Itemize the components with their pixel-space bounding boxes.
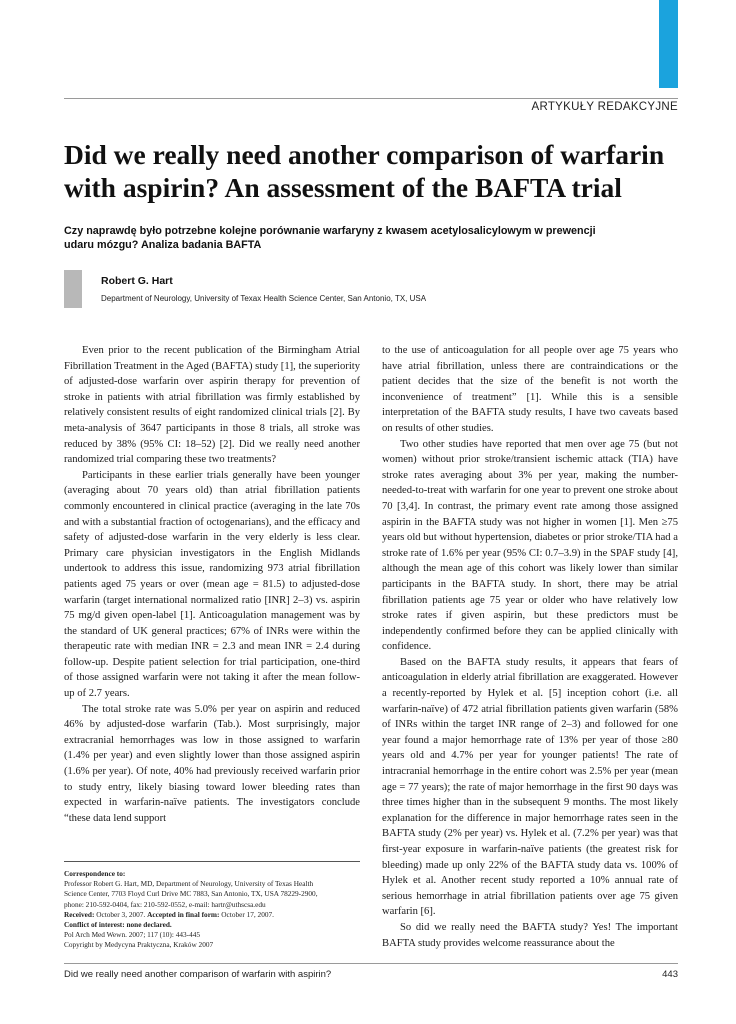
footnote-address-line: Professor Robert G. Hart, MD, Department of Neurology, University of Texas Health xyxy=(64,879,314,889)
page-number: 443 xyxy=(662,969,678,980)
body-paragraph: So did we really need the BAFTA study? Yes! The important BAFTA study provides welcome reassurance about the xyxy=(382,921,678,949)
footnote-address-line: Science Center, 7703 Floyd Curl Drive MC 7883, San Antonio, TX, USA 78229-2900, xyxy=(64,889,318,899)
header-rule xyxy=(64,98,678,99)
body-paragraph: Two other studies have reported that men over age 75 (but not women) without prior stroke/transient ischemic attack (TIA) have stroke rates averaging about 3% per year, making the number-needed-to-treat with warfarin for one year to prevent one stroke about 70 [3,4]. In contrast, the primary event rate among those assigned aspirin in the BAFTA study was not higher in women [1]. Men ≥75 years old but without hypertension, diabetes or prior stroke/TIA had a stroke rate of 1.6% per year (95% CI: 0.7–3.9) in the SPAF study [4], although the mean age of this cohort was likely lower than similar participants in the BAFTA study. In short, there may be atrial fibrillation patients age 75 year or older who have relatively low stroke rates if given aspirin, but these predictors must be independently confirmed before they can be applied clinically with confidence. xyxy=(382,438,678,653)
section-label: ARTYKUŁY REDAKCYJNE xyxy=(531,101,678,113)
body-column-left xyxy=(64,343,360,826)
body-paragraph: Based on the BAFTA study results, it appears that fears of anticoagulation in elderly atrial fibrillation are exaggerated. However a recently-reported by Hylek et al. [5] inception cohort (i.e. all warfarin-naïve) of 472 atrial fibrillation patients given warfarin (58% of INRs within the target INR range of 2–3) and followed for one year found a major hemorrhage rate of 13% per year of those ≥80 years old and 4.7% per year for younger patients! The rate of intracranial hemorrhage in the entire cohort was 2.5% per year (mean age = 77 years); the rate of major hemorrhage in the first 90 days was three times higher than in the subsequent 9 months. The most likely explanation for the difference in major hemorrhage rates seen in the BAFTA study (2% per year) vs. Hylek et al. (7.2% per year) was that first-year exposure in warfarin-naïve patients (the greatest risk for bleeding) made up only 22% of the BAFTA study data vs. 100% of Hylek et al. Another recent study reported a 10% annual rate of serious hemorrhage in atrial fibrillation patients over age 75 given warfarin [6]. xyxy=(382,656,678,918)
body-paragraph: to the use of anticoagulation for all people over age 75 years who have atrial fibrillation, unless there are contraindications or the patient decides that the size of the benefit is not worth the inconvenience of treatment” [1]. While this is a sensible interpretation of the BAFTA study results, I have two caveats based on results of other studies. xyxy=(382,345,678,434)
article-subtitle-polish: Czy naprawdę było potrzebne kolejne porównanie warfaryny z kwasem acetylosalicylowym w prewencji udaru mózgu? Analiza badania BAFTA xyxy=(64,225,596,251)
author-name: Robert G. Hart xyxy=(101,275,173,287)
conflict-of-interest: Conflict of interest: none declared. xyxy=(64,920,172,930)
received-date: October 3, 2007. xyxy=(96,909,146,919)
author-affiliation: Department of Neurology, University of Texax Health Science Center, San Antonio, TX, USA xyxy=(101,294,427,303)
footnote-heading: Correspondence to: xyxy=(64,869,126,878)
copyright-line: Copyright by Medycyna Praktyczna, Kraków 2007 xyxy=(64,940,214,950)
author-marker-bar xyxy=(64,270,82,308)
article-title: Did we really need another comparison of warfarin with aspirin? An assessment of the BAFTA trial xyxy=(64,139,665,203)
running-title: Did we really need another comparison of warfarin with aspirin? xyxy=(64,969,332,980)
accepted-label: Accepted in final form: xyxy=(147,909,220,919)
section-color-tab xyxy=(659,0,678,88)
footer-rule xyxy=(64,963,678,964)
received-label: Received: xyxy=(64,909,95,919)
footnote-rule xyxy=(64,861,360,862)
journal-citation: Pol Arch Med Wewn. 2007; 117 (10): 443-445 xyxy=(64,930,201,940)
accepted-date: October 17, 2007. xyxy=(221,909,274,919)
body-paragraph: Participants in these earlier trials generally have been younger (averaging about 70 years old) than atrial fibrillation patients commonly encountered in clinical practice (averaging in the late 70s and with a substantial fraction of octogenarians), and the efficacy and safety of adjusted-dose warfarin in the very elderly is less clear. Primary care physician investigators in the English Midlands undertook to address this issue, randomizing 973 atrial fibrillation patients aged 75 years or over (mean age = 81.5) to adjusted-dose warfarin (target international normalized ratio [INR] 2–3) vs. aspirin 75 mg/d given open-label [1]. Anticoagulation management was by the standard of UK general practices; 67% of INRs were within the therapeutic rate with median INR = 2.3 and mean INR = 2.4 during follow-up. Despite patient selection for trial participation, one-third of those assigned warfarin were not taking it after the mean follow-up of 2.7 years. xyxy=(64,469,360,700)
correspondence-footnote xyxy=(64,869,364,951)
body-paragraph: The total stroke rate was 5.0% per year on aspirin and reduced 46% by adjusted-dose warfarin (Tab.). Most surprisingly, major extracranial hemorrhages was low in those assigned to warfarin (1.4% per year) and even slightly lower than those assigned aspirin (1.6% per year). Of note, 40% had previously received warfarin prior to study entry, likely biasing toward lower bleeding rates than expected in warfarin-naïve patients. The investigators conclude “these data lend support xyxy=(64,703,360,824)
body-paragraph: Even prior to the recent publication of the Birmingham Atrial Fibrillation Treatment in the Aged (BAFTA) study [1], the superiority of adjusted-dose warfarin over aspirin therapy for prevention of stroke in patients with atrial fibrillation was firmly established by relatively consistent results of eight randomized clinical trials [2]. By meta-analysis of 3647 participants in those 8 trials, all stroke was reduced by 38% (95% CI: 18–52) [2]. Did we really need another randomized trial comparing these two treatments? xyxy=(64,345,360,466)
footnote-contact-line: phone: 210-592-0404, fax: 210-592-0552, e-mail: hartr@uthscsa.edu xyxy=(64,899,266,909)
footnote-dates xyxy=(64,910,364,920)
body-column-right xyxy=(382,343,678,951)
